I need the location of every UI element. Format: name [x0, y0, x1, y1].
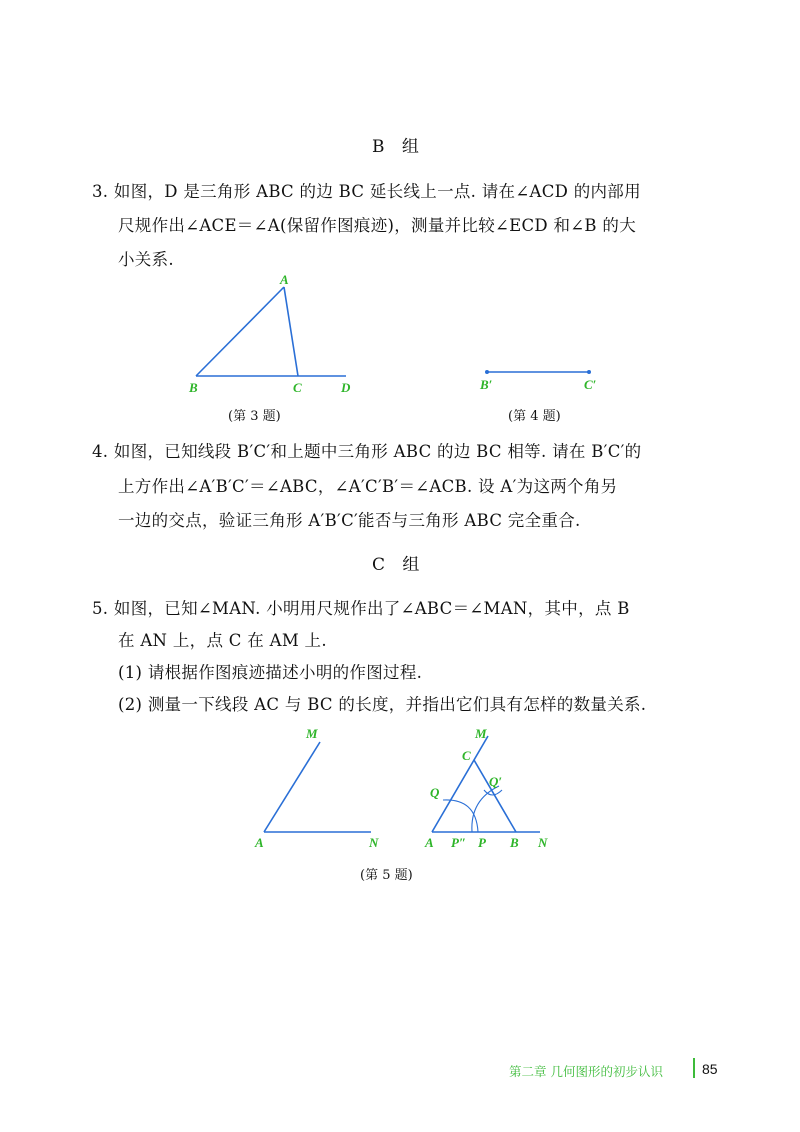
- problem3-line1: 3. 如图，D 是三角形 ABC 的边 BC 延长线上一点. 请在∠ACD 的内部用: [92, 182, 641, 201]
- figure5-arc-pq2: [472, 786, 499, 832]
- figure5-ray-am: [264, 742, 320, 832]
- figure5-caption: (第 5 题): [360, 868, 413, 883]
- figure4-point-b: [485, 370, 489, 374]
- figure5-right-label-p2: P″: [451, 835, 467, 850]
- figure3-side-ab: [196, 287, 284, 376]
- problem5-line1: 5. 如图，已知∠MAN. 小明用尺规作出了∠ABC＝∠MAN，其中，点 B: [92, 599, 630, 618]
- footer-divider: [693, 1058, 695, 1078]
- figure3-label-b: B: [189, 380, 198, 395]
- figure5-left-label-m: M: [306, 726, 318, 741]
- problem4-line3: 一边的交点，验证三角形 A′B′C′能否与三角形 ABC 完全重合.: [118, 511, 581, 530]
- problem3-line3: 小关系.: [118, 250, 174, 269]
- figure5-right-label-c: C: [462, 748, 471, 763]
- problem5-sub2: (2) 测量一下线段 AC 与 BC 的长度，并指出它们具有怎样的数量关系.: [118, 695, 647, 714]
- figure4-label-b: B′: [480, 377, 493, 392]
- figure5-segment-cb: [474, 760, 516, 832]
- group-c-heading: C 组: [372, 555, 426, 575]
- figure5-left-label-n: N: [369, 835, 379, 850]
- figure3-caption: (第 3 题): [228, 409, 281, 424]
- figure5-left-diagram: [254, 726, 379, 850]
- figure5-right-label-q: Q: [430, 785, 440, 800]
- figure5-right-label-q2: Q′: [489, 774, 503, 789]
- figure3-label-c: C: [293, 380, 302, 395]
- figure4-diagram: [479, 370, 597, 392]
- footer-chapter-title: 第二章 几何图形的初步认识: [509, 1064, 663, 1079]
- figure4-caption: (第 4 题): [508, 409, 561, 424]
- figure4-point-c: [587, 370, 591, 374]
- figure5-right-label-a: A: [425, 835, 434, 850]
- figure3-label-a: A: [280, 272, 289, 287]
- figure5-ray-am-right: [432, 736, 488, 832]
- figure4-label-c: C′: [584, 377, 597, 392]
- figure5-right-label-n: N: [538, 835, 548, 850]
- problem4-line2: 上方作出∠A′B′C′＝∠ABC，∠A′C′B′＝∠ACB. 设 A′为这两个角另: [118, 477, 618, 496]
- problem5-sub1: (1) 请根据作图痕迹描述小明的作图过程.: [118, 663, 423, 682]
- group-b-heading: B 组: [372, 137, 425, 157]
- figure5-right-label-p: P: [478, 835, 486, 850]
- figure5-right-label-b: B: [510, 835, 519, 850]
- problem3-line2: 尺规作出∠ACE＝∠A(保留作图痕迹)，测量并比较∠ECD 和∠B 的大: [118, 216, 636, 235]
- problem5-line2: 在 AN 上，点 C 在 AM 上.: [118, 631, 327, 650]
- figure3-side-ac: [284, 287, 298, 376]
- figure5-right-diagram: [424, 726, 548, 850]
- figure3-label-d: D: [341, 380, 351, 395]
- page-number: 85: [702, 1061, 718, 1077]
- problem4-line1: 4. 如图，已知线段 B′C′和上题中三角形 ABC 的边 BC 相等. 请在 B′C′的: [92, 442, 642, 461]
- figure5-left-label-a: A: [255, 835, 264, 850]
- figure5-right-label-m: M: [475, 726, 487, 741]
